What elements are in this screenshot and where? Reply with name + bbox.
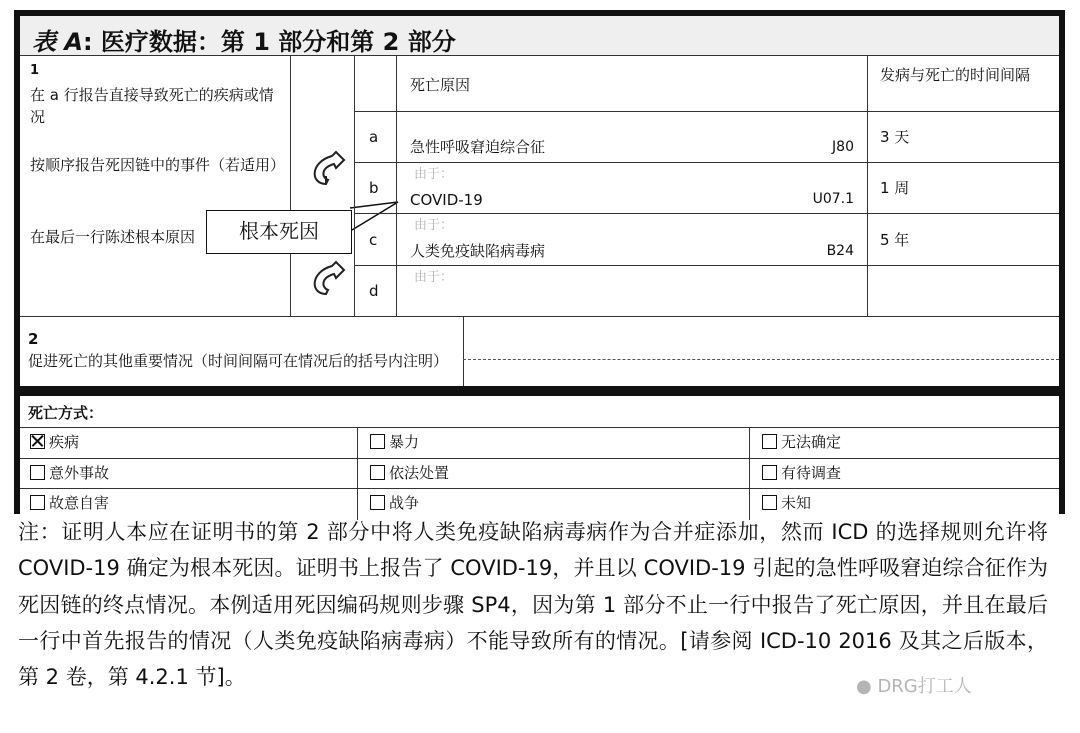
part2-instruction: 2 促进死亡的其他重要情况（时间间隔可在情况后的括号内注明）: [28, 330, 449, 370]
manner-option-war[interactable]: 战争: [370, 492, 419, 514]
manner-option-assault[interactable]: 暴力: [370, 431, 419, 453]
manner-option-legal[interactable]: 依法处置: [370, 462, 449, 484]
row-c-code: B24: [826, 243, 854, 259]
checkbox-icon[interactable]: [370, 465, 385, 480]
row-d-due-to: 由于：: [414, 270, 454, 285]
manner-option-undetermined[interactable]: 无法确定: [762, 431, 841, 453]
row-b-due-to: 由于：: [414, 167, 454, 182]
wechat-watermark: ● DRG打工人: [856, 676, 972, 697]
row-b-interval[interactable]: 1 周: [880, 179, 910, 197]
row-a-cause[interactable]: 急性呼吸窘迫综合征: [410, 138, 546, 156]
death-certificate-form: [14, 10, 1065, 514]
header-cause: 死亡原因: [410, 76, 471, 94]
row-letter-a: a: [369, 128, 379, 146]
row-b-cause[interactable]: COVID-19: [410, 191, 483, 209]
part1-instruction-underlying: 在最后一行陈述根本原因: [30, 228, 196, 246]
manner-option-self-harm[interactable]: 故意自害: [30, 492, 109, 514]
part1-instruction-a: 在 a 行报告直接导致死亡的疾病或情况: [30, 86, 274, 126]
checkbox-icon[interactable]: [30, 495, 45, 510]
row-c-cause[interactable]: 人类免疫缺陷病毒病: [410, 242, 546, 260]
form-title: 表 A: 医疗数据：第 1 部分和第 2 部分: [32, 28, 456, 56]
part1-instruction-sequence: 按顺序报告死因链中的事件（若适用）: [30, 156, 286, 174]
manner-option-accident[interactable]: 意外事故: [30, 462, 109, 484]
row-c-due-to: 由于：: [414, 218, 454, 233]
manner-option-unknown[interactable]: 未知: [762, 492, 811, 514]
row-letter-d: d: [369, 282, 379, 300]
row-c-interval[interactable]: 5 年: [880, 231, 910, 249]
checkbox-icon[interactable]: [370, 434, 385, 449]
header-interval: 发病与死亡的时间间隔: [880, 66, 1031, 84]
part1-number: 1: [30, 63, 40, 78]
checkbox-icon[interactable]: [30, 465, 45, 480]
manner-option-pending[interactable]: 有待调查: [762, 462, 841, 484]
row-letter-c: c: [369, 231, 378, 249]
row-letter-b: b: [369, 179, 379, 197]
explanatory-note: 注：证明人本应在证明书的第 2 部分中将人类免疫缺陷病毒病作为合并症添加，然而 ICD 的选择规则允许将 COVID-19 确定为根本死因。证明书上报告了 COVID-19，并且以 COVID-19 引起的急性呼吸窘迫综合征作为死因链的终点情况。本例适用死因编码规则步骤 SP4，因为第 1 部分不止一行中报告了死亡原因，并且在最后一行中首先报告的情况（人类免疫缺陷病毒病）不能导致所有的情况。[请参阅 ICD-10 2016 及其之后版本，第 2 卷，第 4.2.1 节]。: [18, 520, 1048, 690]
checked-box-icon[interactable]: [30, 434, 45, 449]
checkbox-icon[interactable]: [370, 495, 385, 510]
checkbox-icon[interactable]: [762, 495, 777, 510]
row-a-interval[interactable]: 3 天: [880, 128, 910, 146]
checkbox-icon[interactable]: [762, 465, 777, 480]
manner-title: 死亡方式：: [28, 404, 104, 422]
underlying-cause-callout: 根本死因: [206, 210, 352, 254]
row-a-code: J80: [832, 139, 854, 155]
checkbox-icon[interactable]: [762, 434, 777, 449]
row-b-code: U07.1: [812, 191, 854, 207]
manner-option-disease[interactable]: 疾病: [30, 431, 79, 453]
